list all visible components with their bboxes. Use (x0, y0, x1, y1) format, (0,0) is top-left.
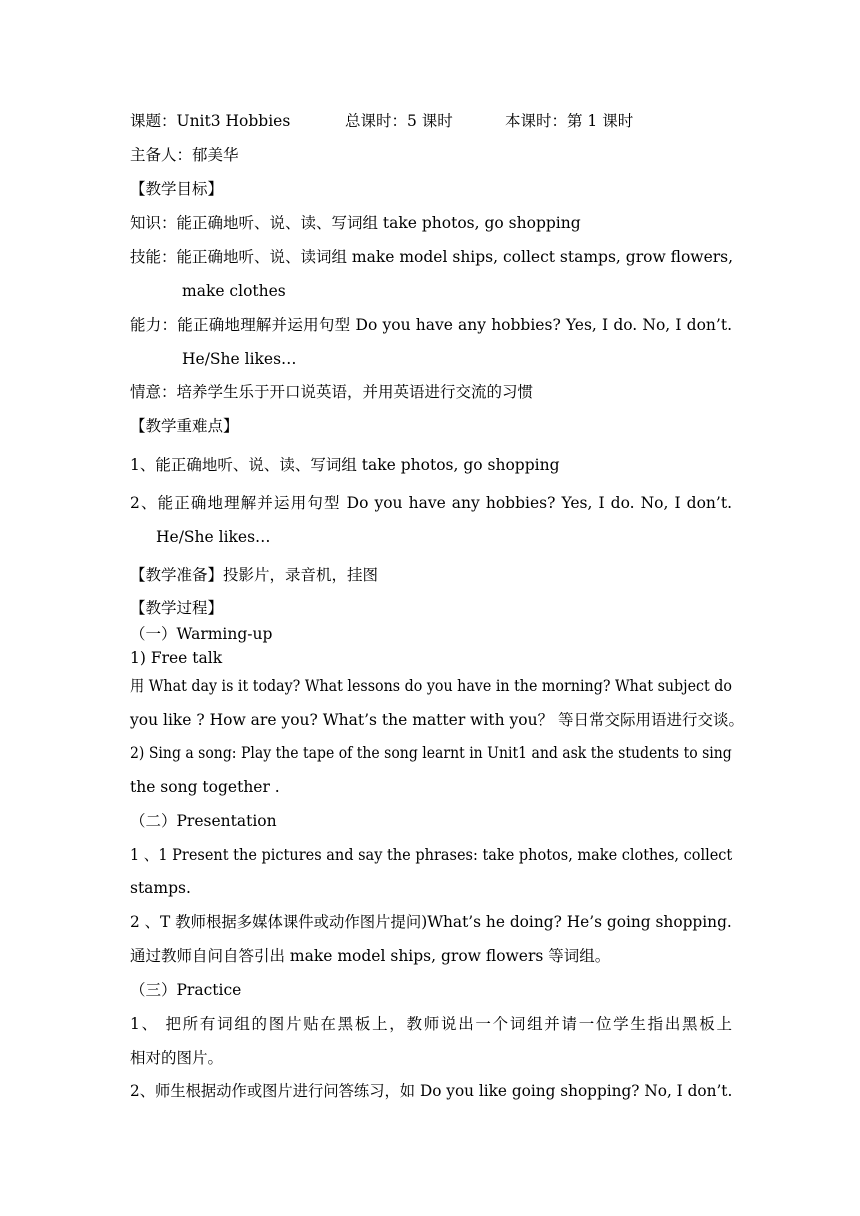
practice-item-2: 2、师生根据动作或图片进行问答练习，如 Do you like going shopping? No, I don’t. (130, 1082, 733, 1100)
objective-knowledge: 知识：能正确地听、说、读、写词组 take photos, go shopping (130, 214, 581, 232)
objectives-heading: 【教学目标】 (130, 180, 224, 198)
key-points-heading: 【教学重难点】 (130, 417, 239, 435)
key-point-2-line-1: 2、能正确地理解并运用句型 Do you have any hobbies? Yes, I do. No, I don’t. (130, 494, 732, 512)
preparer: 主备人：郁美华 (130, 146, 239, 164)
warmup-song-line-1: 2) Sing a song: Play the tape of the song learnt in Unit1 and ask the students to sing (130, 744, 732, 762)
process-heading: 【教学过程】 (130, 599, 224, 617)
objective-skill-line-2: make clothes (182, 282, 286, 300)
warmup-song-line-2: the song together . (130, 778, 280, 796)
total-hours: 总课时：5 课时 (345, 112, 453, 130)
preparation-content: 投影片，录音机，挂图 (223, 566, 379, 584)
practice-item-1-line-1: 1、 把所有词组的图片贴在黑板上，教师说出一个词组并请一位学生指出黑板上 (130, 1015, 732, 1033)
objective-emotion: 情意：培养学生乐于开口说英语，并用英语进行交流的习惯 (130, 383, 534, 401)
preparation-line (130, 565, 378, 585)
key-point-1: 1、能正确地听、说、读、写词组 take photos, go shopping (130, 456, 560, 474)
course-title: 课题：Unit3 Hobbies (130, 112, 291, 130)
warmup-free-talk-line-1: 用 What day is it today? What lessons do you have in the morning? What subject do (130, 677, 732, 695)
objective-skill-line-1: 技能：能正确地听、说、读词组 make model ships, collect stamps, grow flowers, (130, 248, 734, 266)
practice-item-1-line-2: 相对的图片。 (130, 1049, 224, 1067)
preparation-heading: 【教学准备】 (130, 566, 224, 584)
this-lesson: 本课时：第 1 课时 (505, 112, 634, 130)
presentation-item-1-line-1: 1 、1 Present the pictures and say the phrases: take photos, make clothes, collect (130, 846, 733, 864)
warmup-free-talk: 1) Free talk (130, 649, 223, 667)
key-point-2-line-2: He/She likes… (156, 528, 271, 546)
warmup-free-talk-line-2: you like ? How are you? What’s the matter with you？ 等日常交际用语进行交谈。 (130, 711, 745, 729)
objective-ability-line-2: He/She likes… (182, 350, 297, 368)
presentation-item-2-line-1: 2 、T 教师根据多媒体课件或动作图片提问)What’s he doing? He’s going shopping. (130, 913, 732, 931)
presentation-item-2-line-2: 通过教师自问自答引出 make model ships, grow flowers 等词组。 (130, 947, 611, 965)
warmup-heading: （一）Warming-up (130, 625, 273, 643)
presentation-heading: （二）Presentation (130, 812, 277, 830)
presentation-item-1-line-2: stamps. (130, 879, 191, 897)
practice-heading: （三）Practice (130, 981, 242, 999)
objective-ability-line-1: 能力：能正确地理解并运用句型 Do you have any hobbies? Yes, I do. No, I don’t. (130, 316, 732, 334)
